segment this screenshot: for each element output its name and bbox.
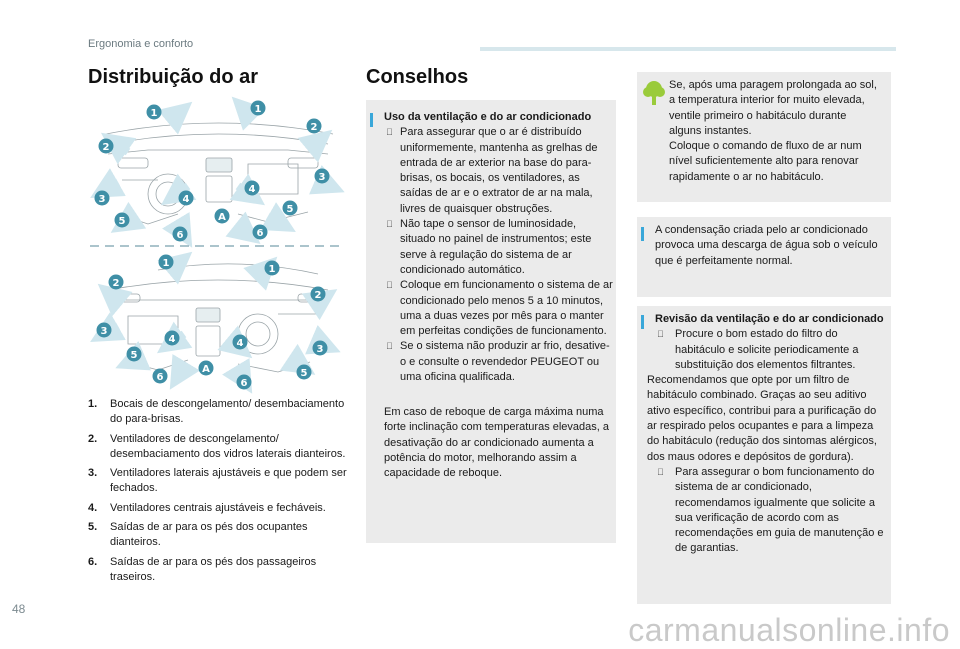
revision-paragraph: Recomendamos que opte por um filtro de habitáculo combinado. Graças ao seu aditivo ativo específico, contribui para a purificação do ar respirado pelos ocupantes e para a limpeza do habitáculo (redução dos sintomas alérgicos, dos maus odores e depósitos de gordura).	[647, 374, 877, 463]
badge-4d: 4	[236, 338, 244, 349]
badge-1b: 1	[254, 104, 262, 115]
dashboard-top-drawing	[106, 123, 333, 224]
bullet-icon	[657, 465, 664, 480]
badge-5a: 5	[118, 216, 126, 227]
badge-5b: 5	[286, 204, 294, 215]
legend-text: Saídas de ar para os pés dos ocupantes dianteiros.	[110, 521, 308, 549]
badge-1c: 1	[162, 258, 170, 269]
legend-text: Ventiladores centrais ajustáveis e fecháveis.	[110, 501, 326, 514]
legend-number: 1.	[88, 398, 98, 410]
badge-2d: 2	[314, 290, 322, 301]
revision-panel	[637, 306, 891, 604]
legend-text: Bocais de descongelamento/ desembaciamento do para-brisas.	[110, 398, 345, 426]
bullet-text: Se o sistema não produzir ar frio, desative-o e consulte o revendedor PEUGEOT ou uma oficina qualificada.	[400, 340, 610, 384]
info-marker	[641, 315, 644, 329]
legend-number: 4.	[88, 501, 98, 514]
badge-4c: 4	[168, 334, 176, 345]
legend-item	[88, 555, 350, 586]
bullet-icon	[386, 217, 393, 232]
badge-6c: 6	[156, 372, 164, 383]
bullet-text: Para assegurar o bom funcionamento do sistema de ar condicionado, recomendamos igualmente que solicite a sua verificação de acordo com as recomendações em guia de manutenção e de garantias.	[675, 465, 884, 555]
info-marker	[641, 227, 644, 241]
eco-tree-icon	[643, 80, 665, 106]
legend-item	[88, 432, 350, 463]
condensation-panel	[637, 217, 891, 297]
list-item	[384, 278, 614, 339]
revision-heading: Revisão da ventilação e do ar condicionado	[655, 313, 884, 325]
legend-list	[88, 397, 350, 589]
badge-6b: 6	[256, 228, 264, 239]
bullet-icon	[386, 339, 393, 354]
legend-text: Saídas de ar para os pés dos passageiros traseiros.	[110, 555, 317, 583]
badge-a-top: A	[218, 212, 226, 223]
legend-number: 6.	[88, 555, 98, 568]
legend-item	[88, 520, 350, 551]
panel-heading: Uso da ventilação e do ar condicionado	[384, 111, 592, 123]
info-marker	[370, 113, 373, 127]
badge-5d: 5	[300, 368, 308, 379]
badge-3a: 3	[98, 194, 106, 205]
list-item	[647, 465, 887, 557]
badge-4a: 4	[182, 194, 190, 205]
list-item	[647, 327, 887, 373]
eco-paragraph-2: Coloque o comando de fluxo de ar num nível suficientemente alto para renovar rapidamente o ar no habitáculo.	[669, 140, 862, 183]
legend-text: Ventiladores laterais ajustáveis e que podem ser fechados.	[110, 467, 347, 495]
badge-3c: 3	[100, 326, 108, 337]
towing-note: Em caso de reboque de carga máxima numa forte inclinação com temperaturas elevadas, a desativação do ar condicionado aumenta a potência do motor, melhorando assim a capacidade de reboque.	[384, 406, 610, 480]
bullet-text: Coloque em funcionamento o sistema de ar condicionado pelo menos 5 a 10 minutos, uma a duas vezes por mês para o manter em perfeitas condições de funcionamento.	[400, 279, 613, 338]
bullet-icon	[657, 327, 664, 342]
condensation-text: A condensação criada pelo ar condicionado provoca uma descarga de água sob o veículo que é perfeitamente normal.	[655, 224, 878, 267]
eco-paragraph-1: Se, após uma paragem prolongada ao sol, a temperatura interior for muito elevada, ventile primeiro o habitáculo durante alguns instantes.	[669, 79, 877, 137]
ventilation-use-panel	[366, 100, 616, 543]
legend-number: 3.	[88, 467, 98, 480]
bullet-text: Para assegurar que o ar é distribuído uniformemente, mantenha as grelhas de entrada de ar exterior na base do para-brisas, os bocais, os ventiladores, as saídas de ar e o extrator de ar na mala, livres de quaisquer obstruções.	[400, 126, 598, 215]
bullet-icon	[386, 125, 393, 140]
badge-3b: 3	[318, 172, 326, 183]
legend-text: Ventiladores de descongelamento/ desembaciamento dos vidros laterais dianteiros.	[110, 432, 346, 460]
badge-2a: 2	[102, 142, 110, 153]
badge-1d: 1	[268, 264, 276, 275]
badge-5c: 5	[130, 350, 138, 361]
badge-1a: 1	[150, 108, 158, 119]
badge-6d: 6	[240, 378, 248, 389]
list-item	[384, 339, 614, 385]
list-item	[384, 125, 614, 217]
badge-2c: 2	[112, 278, 120, 289]
page-title: Distribuição do ar	[88, 66, 259, 88]
page-number: 48	[12, 602, 26, 616]
section-header: Ergonomia e conforto	[88, 38, 194, 50]
legend-number: 2.	[88, 432, 98, 445]
air-distribution-figure	[88, 94, 348, 394]
advice-title: Conselhos	[366, 66, 469, 88]
badge-3d: 3	[316, 344, 324, 355]
bullet-text: Não tape o sensor de luminosidade, situado no painel de instrumentos; este serve à regulação do sistema de ar condicionado automático.	[400, 218, 592, 276]
badge-a-bottom: A	[202, 364, 210, 375]
legend-item	[88, 466, 350, 497]
bullet-icon	[386, 278, 393, 293]
legend-item	[88, 501, 350, 516]
badge-2b: 2	[310, 122, 318, 133]
header-bar	[480, 47, 896, 51]
list-item	[384, 217, 614, 278]
bullet-text: Procure o bom estado do filtro do habitáculo e solicite periodicamente a substituição dos elementos filtrantes.	[675, 328, 859, 371]
badge-4b: 4	[248, 184, 256, 195]
watermark: carmanualsonline.info	[628, 612, 950, 648]
badge-6a: 6	[176, 230, 184, 241]
legend-item	[88, 397, 350, 428]
eco-tip-panel	[637, 72, 891, 202]
legend-number: 5.	[88, 521, 98, 534]
